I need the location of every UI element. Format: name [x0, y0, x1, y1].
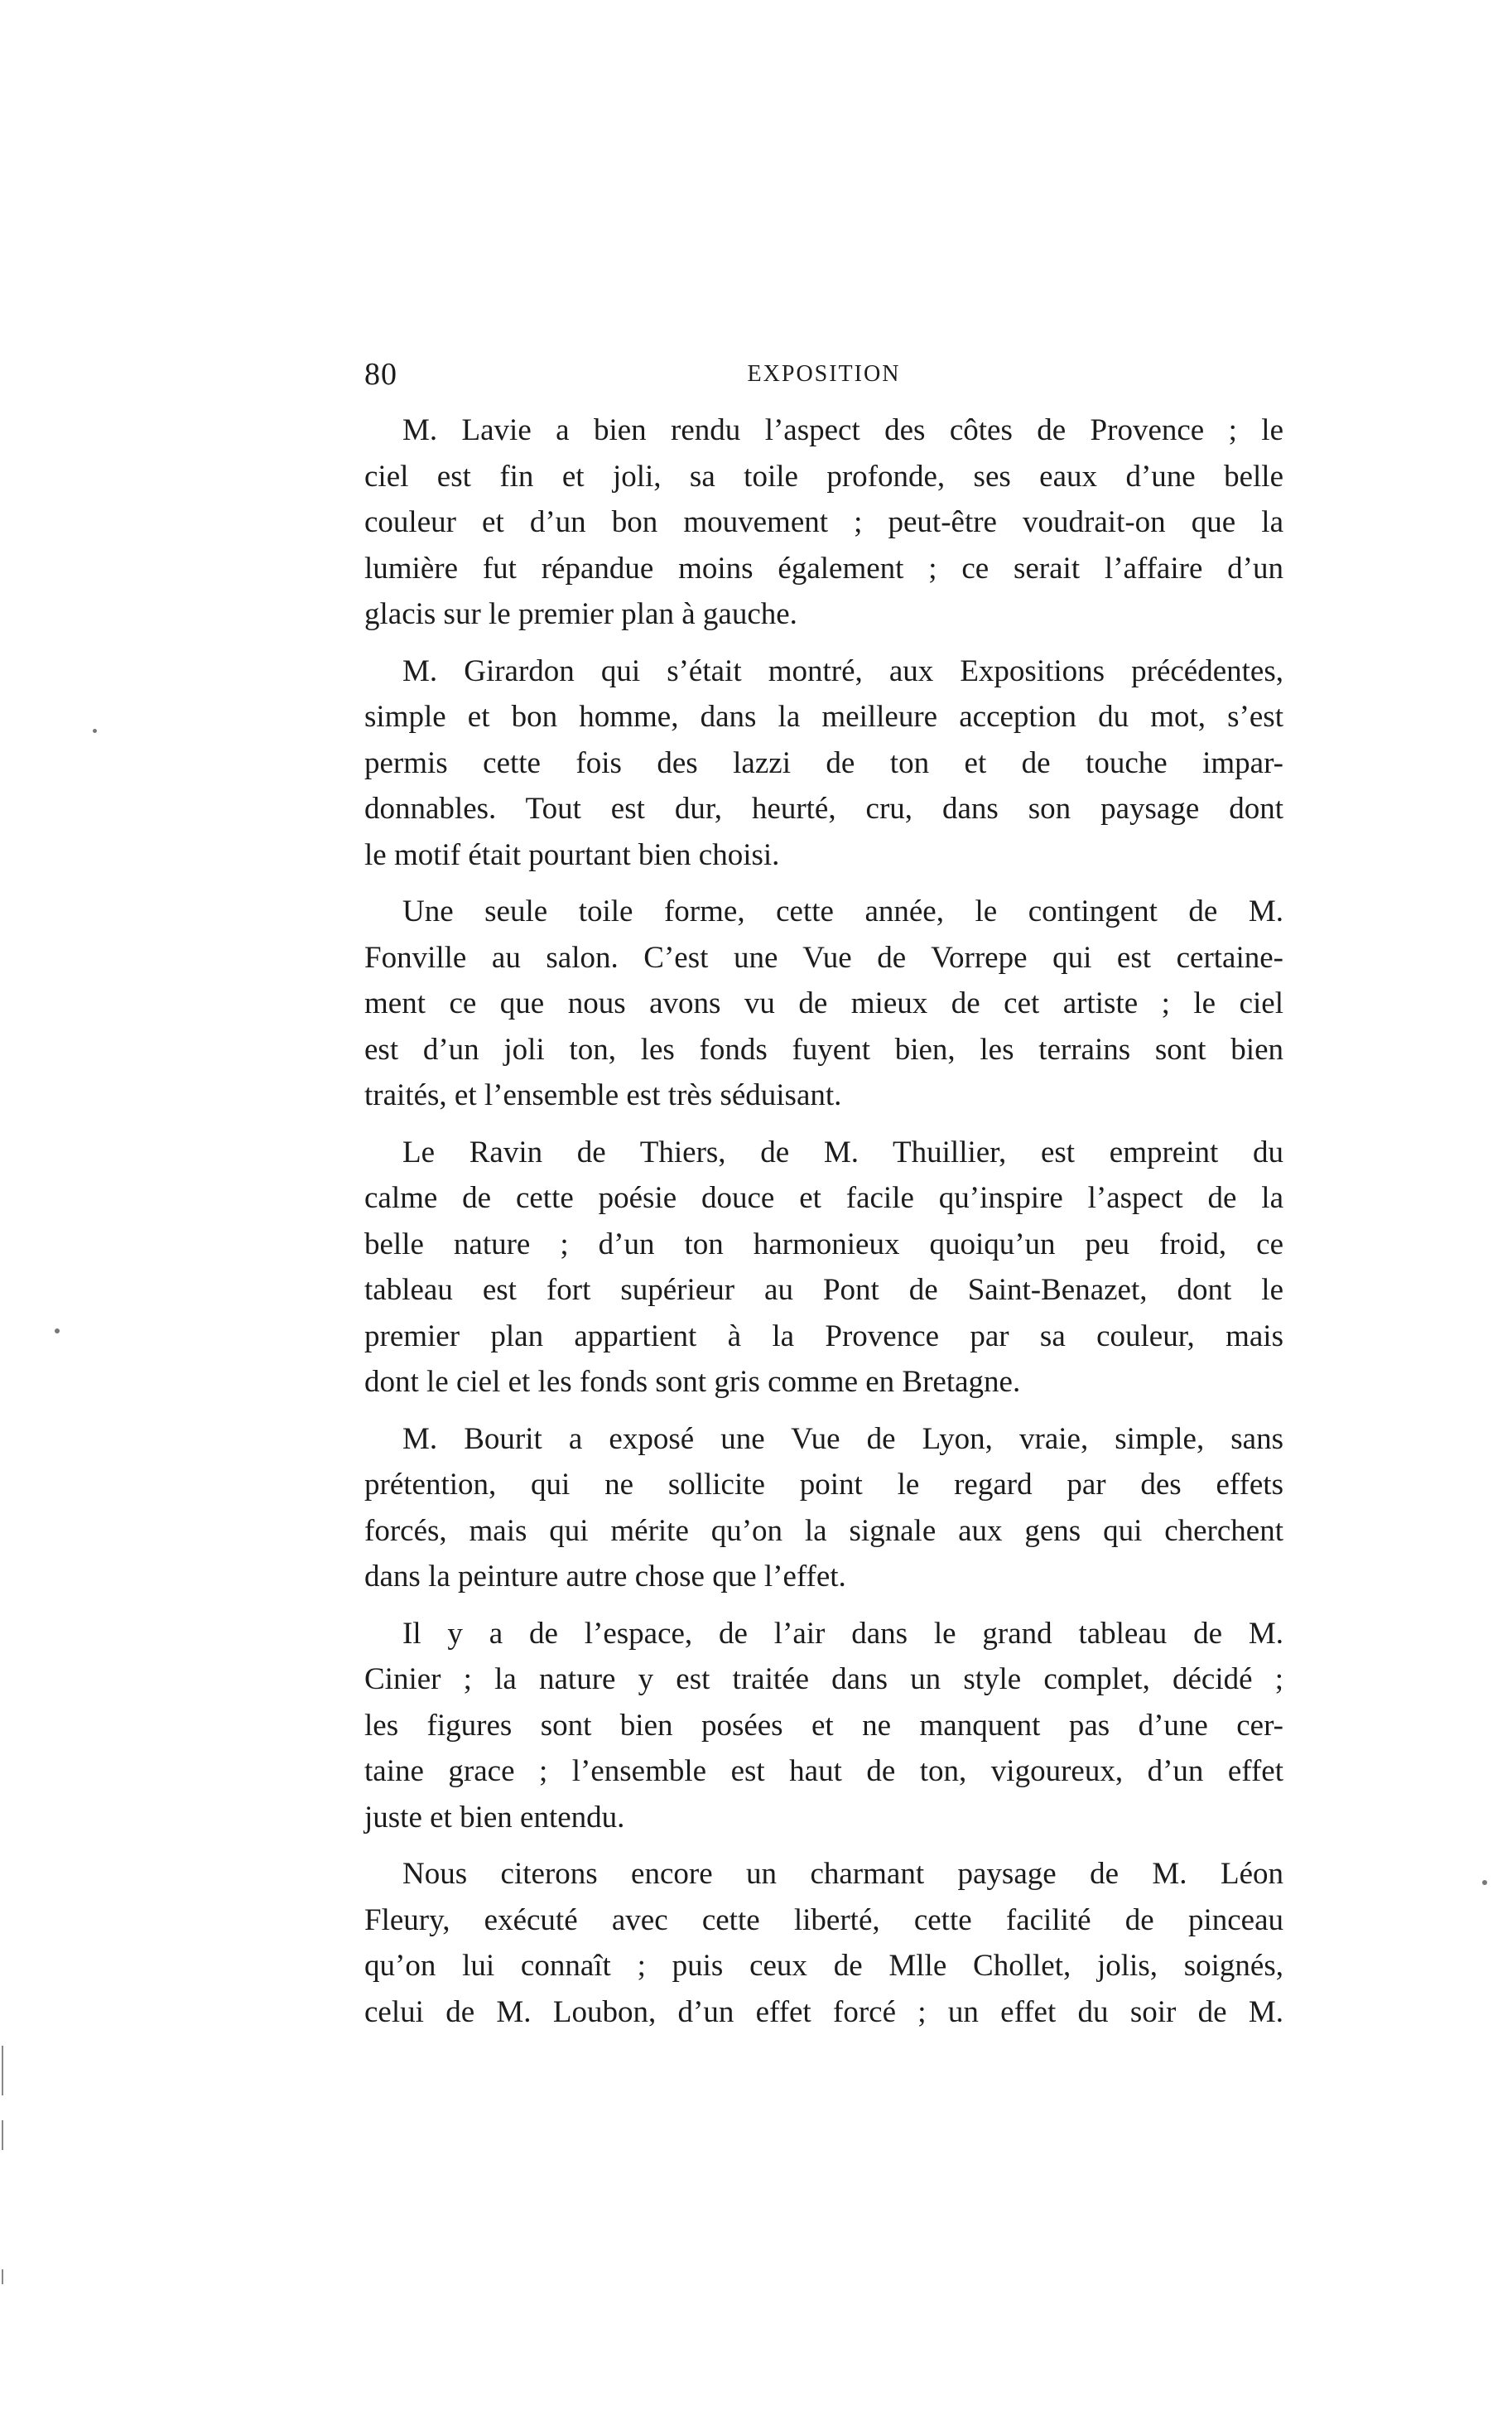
text-line: dont le ciel et les fonds sont gris comme en Bretagne.	[364, 1365, 1021, 1399]
text-line: traités, et l’ensemble est très séduisant.	[364, 1078, 842, 1112]
text-line: dans la peinture autre chose que l’effet.	[364, 1560, 846, 1593]
scan-edge-mark	[2, 2120, 3, 2150]
scan-speck	[1482, 1880, 1487, 1885]
text-line: qu’on lui connaît ; puis ceux de Mlle Chollet, jolis, soignés,	[364, 1949, 1283, 1983]
text-line: forcés, mais qui mérite qu’on la signale aux gens qui cherchent	[364, 1513, 1283, 1548]
text-line: glacis sur le premier plan à gauche.	[364, 597, 797, 631]
running-title: EXPOSITION	[747, 361, 901, 387]
text-line: ciel est fin et joli, sa toile profonde, ses eaux d’une belle	[364, 459, 1283, 494]
text-line: Une seule toile forme, cette année, le contingent de M.	[402, 894, 1283, 928]
text-line: Nous citerons encore un charmant paysage de M. Léon	[402, 1857, 1283, 1891]
body-text	[364, 407, 1283, 2046]
text-line: Cinier ; la nature y est traitée dans un style complet, décidé ;	[364, 1662, 1283, 1696]
paragraph	[364, 407, 1283, 638]
scan-edge-mark	[2, 2269, 3, 2284]
text-line: le motif était pourtant bien choisi.	[364, 837, 780, 872]
text-line: belle nature ; d’un ton harmonieux quoiqu’un peu froid, ce	[364, 1227, 1283, 1261]
text-line: donnables. Tout est dur, heurté, cru, dans son paysage dont	[364, 792, 1283, 826]
text-line: M. Lavie a bien rendu l’aspect des côtes de Provence ; le	[402, 413, 1283, 447]
text-line: Fonville au salon. C’est une Vue de Vorrepe qui est certaine-	[364, 940, 1283, 975]
page-header	[364, 356, 1283, 398]
text-line: prétention, qui ne sollicite point le regard par des effets	[364, 1468, 1283, 1502]
paragraph	[364, 1416, 1283, 1600]
paragraph	[364, 889, 1283, 1119]
paragraph	[364, 1851, 1283, 2035]
paragraph	[364, 1611, 1283, 1841]
text-line: permis cette fois des lazzi de ton et de touche impar-	[364, 745, 1283, 780]
text-line: Fleury, exécuté avec cette liberté, cette facilité de pinceau	[364, 1902, 1283, 1937]
text-line: premier plan appartient à la Provence par sa couleur, mais	[364, 1319, 1283, 1353]
paragraph	[364, 1130, 1283, 1405]
text-line: couleur et d’un bon mouvement ; peut-être voudrait-on que la	[364, 505, 1283, 539]
text-line: M. Bourit a exposé une Vue de Lyon, vraie, simple, sans	[402, 1421, 1283, 1456]
scan-speck	[55, 1328, 60, 1333]
text-line: taine grace ; l’ensemble est haut de ton, vigoureux, d’un effet	[364, 1754, 1283, 1788]
scan-speck	[93, 729, 97, 733]
text-line: est d’un joli ton, les fonds fuyent bien, les terrains sont bien	[364, 1032, 1283, 1067]
text-line: M. Girardon qui s’était montré, aux Expositions précédentes,	[402, 653, 1283, 688]
text-line: tableau est fort supérieur au Pont de Saint-Benazet, dont le	[364, 1273, 1283, 1307]
text-line: lumière fut répandue moins également ; ce serait l’affaire d’un	[364, 551, 1283, 586]
page-number: 80	[364, 357, 397, 392]
text-line: celui de M. Loubon, d’un effet forcé ; un effet du soir de M.	[364, 1994, 1283, 2029]
text-line: calme de cette poésie douce et facile qu’inspire l’aspect de la	[364, 1181, 1283, 1215]
text-line: Il y a de l’espace, de l’air dans le grand tableau de M.	[402, 1616, 1283, 1651]
scan-edge-mark	[2, 2046, 3, 2095]
text-line: simple et bon homme, dans la meilleure acception du mot, s’est	[364, 700, 1283, 734]
text-line: ment ce que nous avons vu de mieux de cet artiste ; le ciel	[364, 986, 1283, 1020]
text-line: Le Ravin de Thiers, de M. Thuillier, est empreint du	[402, 1135, 1283, 1169]
text-line: juste et bien entendu.	[364, 1800, 625, 1835]
paragraph	[364, 648, 1283, 879]
text-line: les figures sont bien posées et ne manquent pas d’une cer-	[364, 1708, 1283, 1743]
